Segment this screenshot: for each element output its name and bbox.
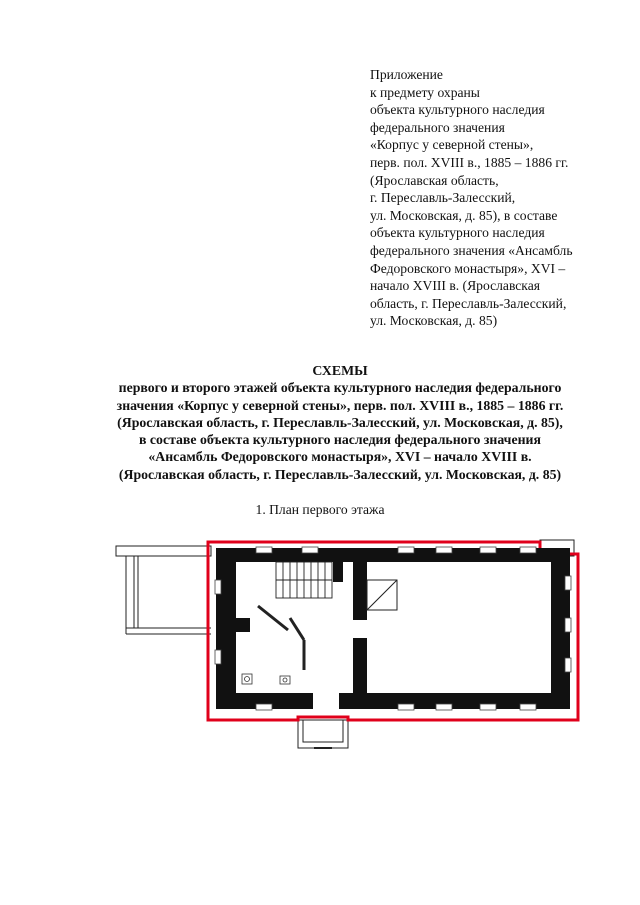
- window-openings: [215, 547, 571, 710]
- appendix-line: (Ярославская область,: [370, 172, 499, 188]
- appendix-line: область, г. Переславль-Залесский,: [370, 295, 567, 311]
- interior-column: [367, 580, 397, 610]
- sanitary-fixtures: [242, 674, 290, 684]
- appendix-line: Приложение: [370, 67, 443, 82]
- appendix-line: начало XVIII в. (Ярославская: [370, 278, 540, 294]
- appendix-line: «Корпус у северной стены»,: [370, 137, 534, 153]
- staircase: [276, 562, 332, 598]
- appendix-line: перв. пол. XVIII в., 1885 – 1886 гг.: [370, 154, 569, 170]
- interior-walls: [236, 562, 343, 632]
- exterior-walls: [216, 548, 570, 709]
- heading-line: значения «Корпус у северной стены», перв. пол. XVIII в., 1885 – 1886 гг.: [116, 397, 564, 413]
- document-heading: [60, 362, 620, 483]
- heading-title: СХЕМЫ: [312, 363, 368, 378]
- appendix-line: ул. Московская, д. 85), в составе: [370, 207, 558, 223]
- annex-outline: [116, 546, 211, 634]
- appendix-line: федерального значения «Ансамбль: [370, 242, 573, 258]
- appendix-line: ул. Московская, д. 85): [370, 313, 498, 329]
- appendix-line: федерального значения: [370, 119, 505, 135]
- appendix-line: к предмету охраны: [370, 84, 480, 100]
- heading-line: (Ярославская область, г. Переславль-Залесский, ул. Московская, д. 85),: [117, 414, 563, 430]
- appendix-text-block: [370, 66, 620, 330]
- entrance-porch: [298, 720, 348, 748]
- appendix-line: г. Переславль-Залесский,: [370, 190, 516, 206]
- heading-line: «Ансамбль Федоровского монастыря», XVI – начало XVIII в.: [148, 449, 532, 465]
- plan-caption: 1. План первого этажа: [255, 502, 385, 517]
- appendix-line: объекта культурного наследия: [370, 102, 545, 118]
- heading-line: (Ярославская область, г. Переславль-Залесский, ул. Московская, д. 85): [118, 466, 562, 482]
- heading-line: первого и второго этажей объекта культурного наследия федерального: [118, 380, 562, 396]
- heading-line: в составе объекта культурного наследия федерального значения: [139, 432, 541, 448]
- partitions: [258, 606, 304, 670]
- floor-plan-drawing: [108, 530, 588, 760]
- appendix-line: объекта культурного наследия: [370, 225, 545, 241]
- appendix-line: Федоровского монастыря», XVI –: [370, 260, 566, 276]
